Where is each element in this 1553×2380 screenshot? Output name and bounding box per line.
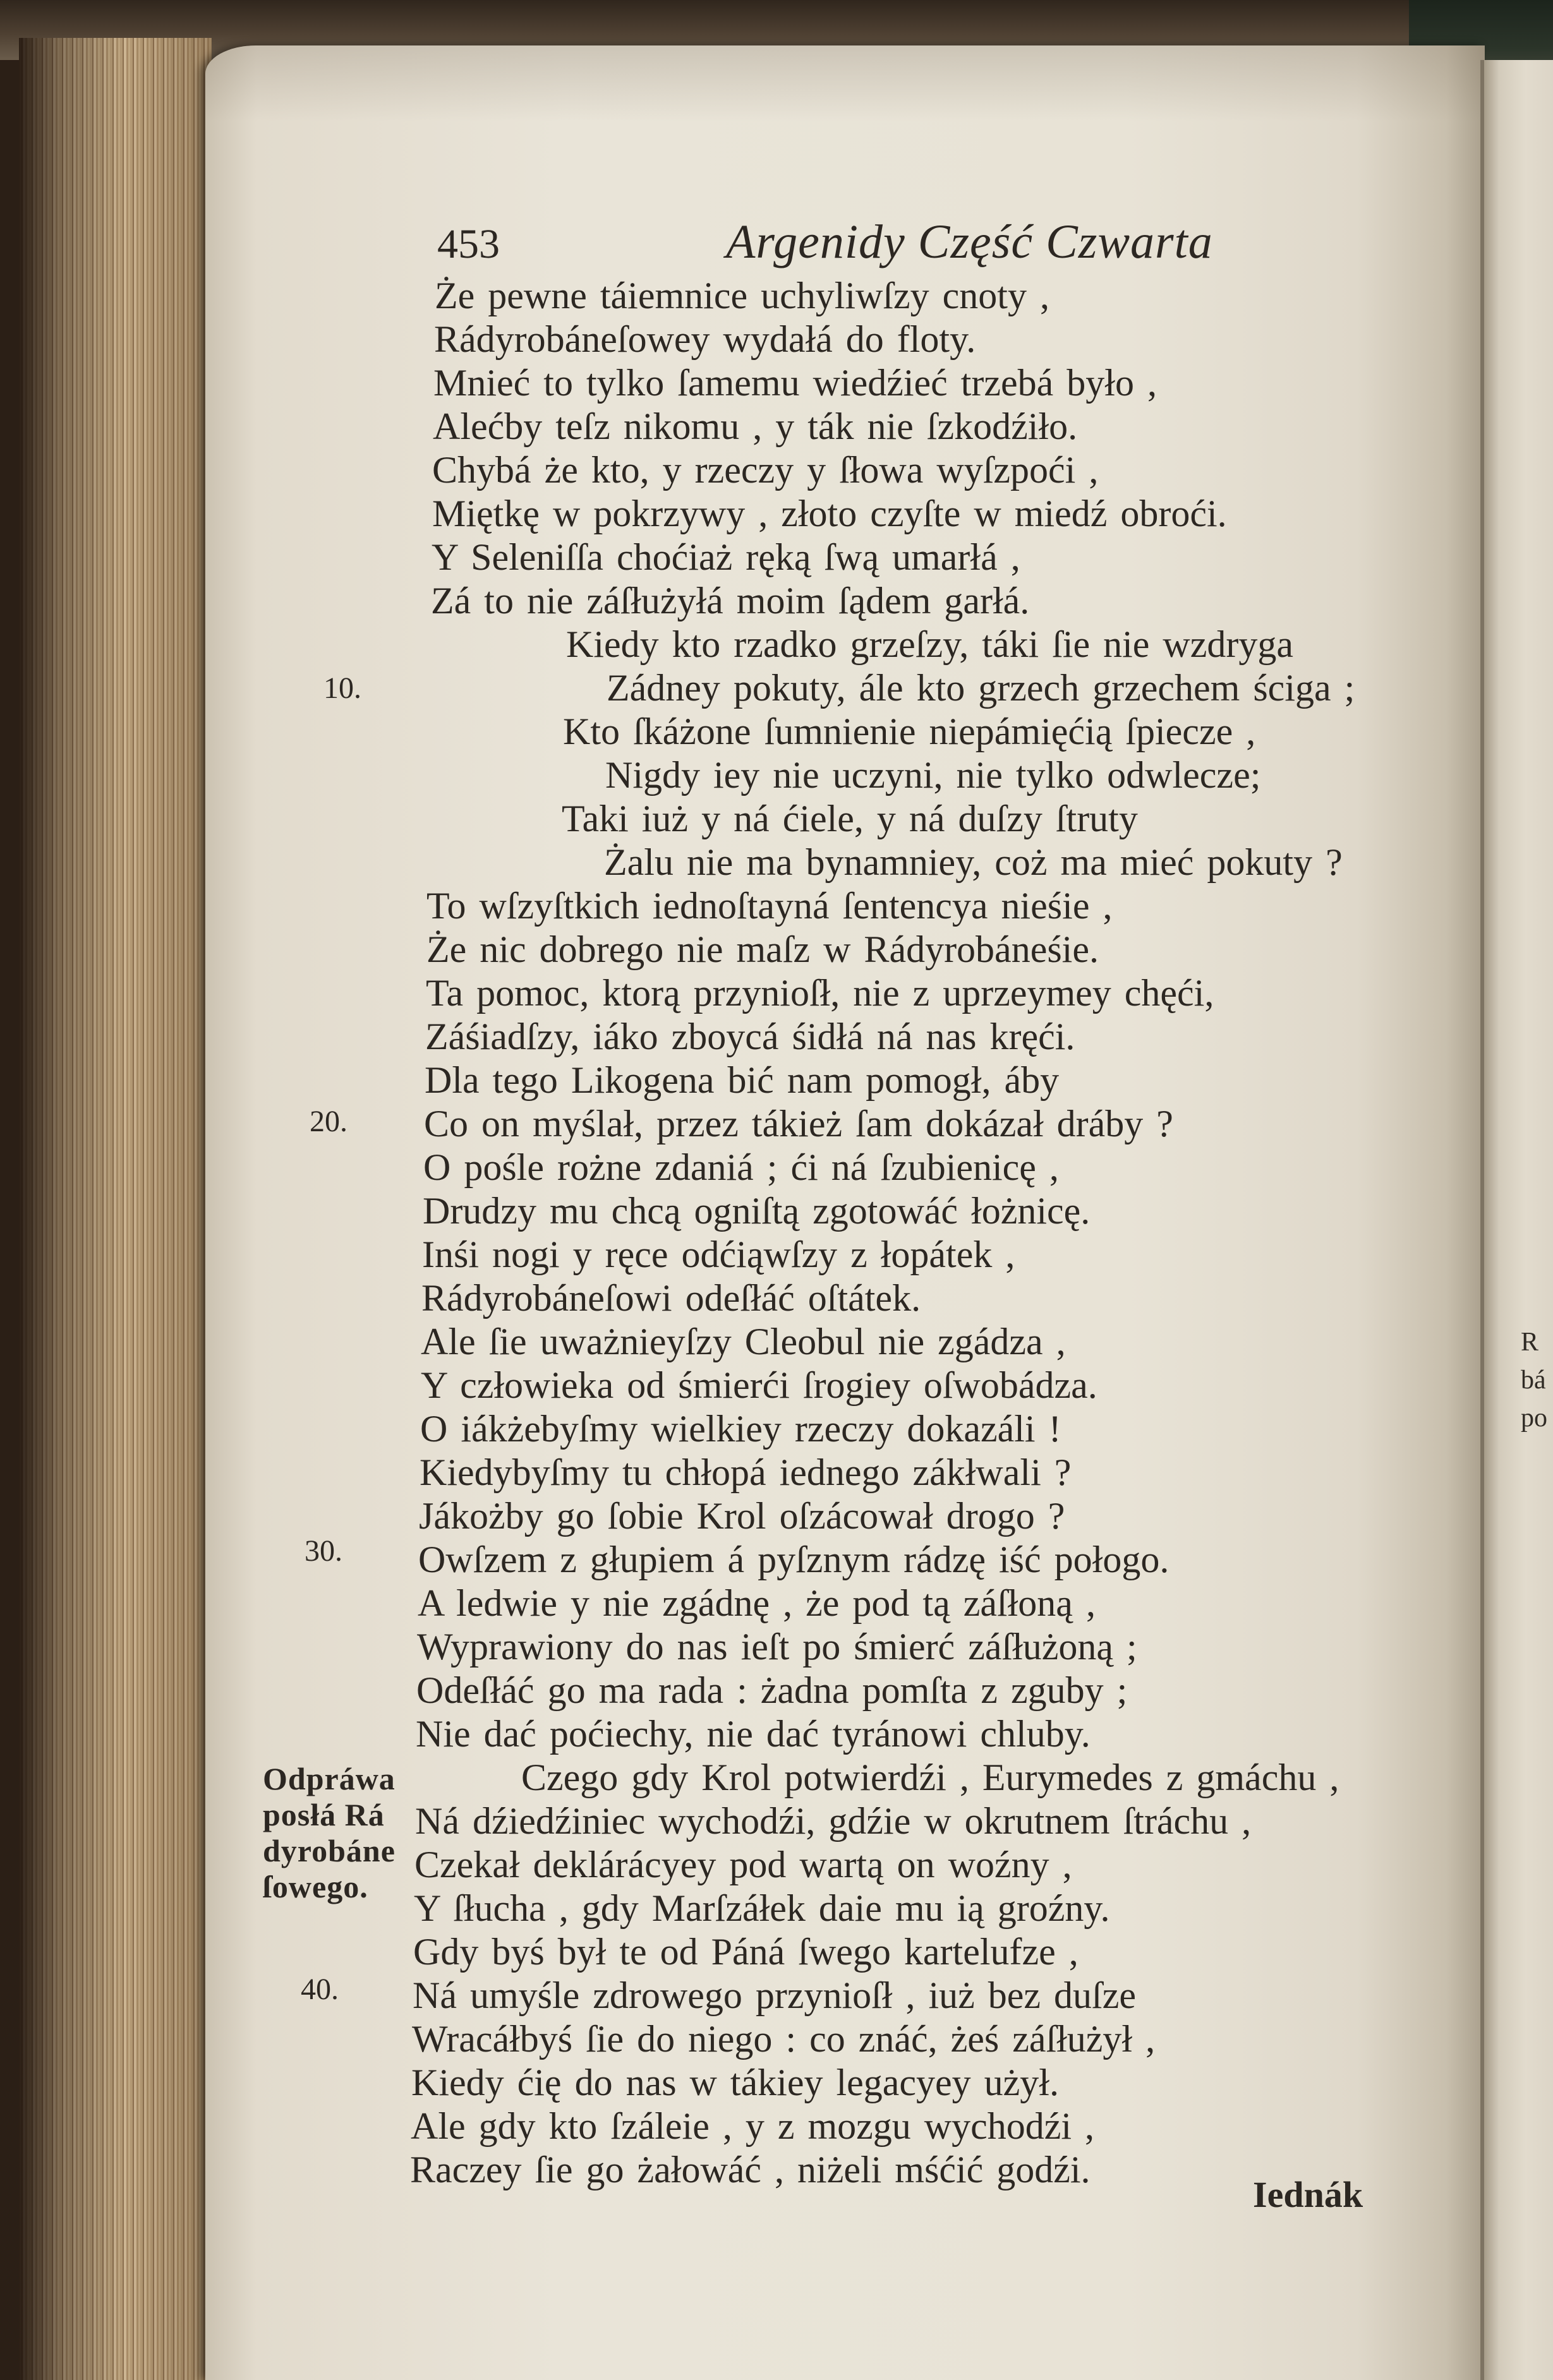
verse-line: To wſzyſtkich iednoſtayná ſentencya nieśie , [426, 885, 1113, 927]
verse-line: Nie dać poćiechy, nie dać tyránowi chluby. [416, 1713, 1091, 1755]
verse-line: Raczey ſie go żałowáć , niżeli mśćić godźi. [410, 2149, 1091, 2191]
verse-line: Ná dźiedźiniec wychodźi, gdźie w okrutnem ſtráchu , [415, 1800, 1252, 1842]
facing-page-fragment: bá [1521, 1366, 1546, 1395]
margin-note-line: Odpráwa [263, 1761, 396, 1796]
verse-line: O pośle rożne zdaniá ; ći ná ſzubienicę , [423, 1146, 1059, 1188]
verse-line: Czekał deklárácyey pod wartą on woźny , [414, 1844, 1072, 1885]
verse-line: Żalu nie ma bynamniey, coż ma mieć pokuty ? [604, 841, 1343, 883]
running-title: Argenidy Część Czwarta [726, 215, 1213, 268]
catchword: Iednák [1253, 2174, 1363, 2215]
verse-line: Y ſłucha , gdy Marſzáłek daie mu ią groźny. [414, 1887, 1110, 1929]
verse-line: O iákżebyſmy wielkiey rzeczy dokazáli ! [420, 1408, 1061, 1450]
verse-line: Dla tego Likogena bić nam pomogł, áby [425, 1059, 1060, 1101]
verse-line: Kto ſkáżone ſumnienie niepámięćią ſpiecze , [563, 711, 1256, 752]
verse-line: Ale gdy kto ſzáleie , y z mozgu wychodźi , [411, 2105, 1095, 2147]
line-number: 10. [323, 671, 361, 705]
verse-line: A ledwie y nie zgádnę , że pod tą záſłoną , [418, 1582, 1096, 1624]
verse-line: Chybá że kto, y rzeczy y ſłowa wyſzpoći , [432, 449, 1099, 491]
verse-line: Kiedy ćię do nas w tákiey legacyey użył. [411, 2062, 1059, 2103]
verse-line: Ná umyśle zdrowego przynioſł , iuż bez duſze [413, 1974, 1136, 2016]
verse-line: Rádyrobáneſowi odeſłáć oſtátek. [421, 1277, 921, 1319]
line-number: 30. [305, 1534, 342, 1568]
verse-line: Ta pomoc, ktorą przynioſł, nie z uprzeymey chęći, [426, 972, 1214, 1014]
verse-line: Zá to nie záſłużyłá moim ſądem garłá. [431, 580, 1030, 622]
verse-line: Rádyrobáneſowey wydałá do floty. [434, 318, 976, 360]
verse-line: Kiedy kto rzadko grzeſzy, táki ſie nie wzdryga [566, 623, 1294, 665]
verse-line: Owſzem z głupiem á pyſznym rádzę iść połogo. [418, 1539, 1169, 1580]
verse-line: Wracáłbyś ſie do niego : co znáć, żeś záſłużył , [412, 2018, 1156, 2060]
verse-line: Y człowieka od śmierći ſrogiey oſwobádza. [421, 1364, 1097, 1406]
margin-note-line: ſowego. [263, 1869, 368, 1904]
verse-line: Wyprawiony do nas ieſt po śmierć záſłużoną ; [417, 1626, 1137, 1668]
verse-line: Że pewne táiemnice uchyliwſzy cnoty , [435, 275, 1049, 316]
facing-page-fragment: po [1521, 1403, 1547, 1433]
verse-line: Taki iuż y ná ćiele, y ná duſzy ſtruty [562, 798, 1138, 839]
verse-line: Y Seleniſſa choćiaż ręką ſwą umarłá , [432, 536, 1020, 578]
page-number: 453 [437, 221, 500, 267]
line-number: 40. [301, 1973, 339, 2006]
verse-line: Co on myślał, przez tákież ſam dokázał dráby ? [424, 1103, 1173, 1145]
verse-line: Gdy byś był te od Páná ſwego kartelufze , [413, 1931, 1079, 1973]
verse-line: Jákożby go ſobie Krol oſzácował drogo ? [419, 1495, 1065, 1537]
verse-line: Kiedybyſmy tu chłopá iednego zákłwali ? [420, 1451, 1072, 1493]
verse-line: Ale ſie uważnieyſzy Cleobul nie zgádza , [421, 1321, 1066, 1362]
verse-line: Záśiadſzy, iáko zboycá śidłá ná nas kręći. [425, 1016, 1075, 1057]
verse-line: Nigdy iey nie uczyni, nie tylko odwlecze; [605, 754, 1261, 796]
verse-line: Drudzy mu chcą ogniſtą zgotowáć łożnicę. [423, 1190, 1091, 1232]
margin-note-line: dyrobáne [263, 1833, 396, 1868]
verse-line: Alećby teſz nikomu , y ták nie ſzkodźiło. [433, 406, 1078, 447]
facing-page-fragment: R [1521, 1328, 1539, 1357]
margin-note-line: posłá Rá [263, 1797, 385, 1832]
verse-line: Że nic dobrego nie maſz w Rádyrobáneśie. [426, 929, 1099, 970]
verse-line: Miętkę w pokrzywy , złoto czyſte w miedź obroći. [432, 493, 1227, 534]
verse-line: Mnieć to tylko ſamemu wiedźieć trzebá było , [433, 362, 1157, 404]
verse-line: Zádney pokuty, ále kto grzech grzechem ściga ; [607, 667, 1355, 709]
verse-line: Czego gdy Krol potwierdźi , Eurymedes z gmáchu , [521, 1757, 1339, 1798]
verse-line: Inśi nogi y ręce odćiąwſzy z łopátek , [422, 1234, 1015, 1275]
verse-line: Odeſłáć go ma rada : żadna pomſta z zguby ; [416, 1669, 1128, 1711]
line-number: 20. [310, 1105, 347, 1138]
